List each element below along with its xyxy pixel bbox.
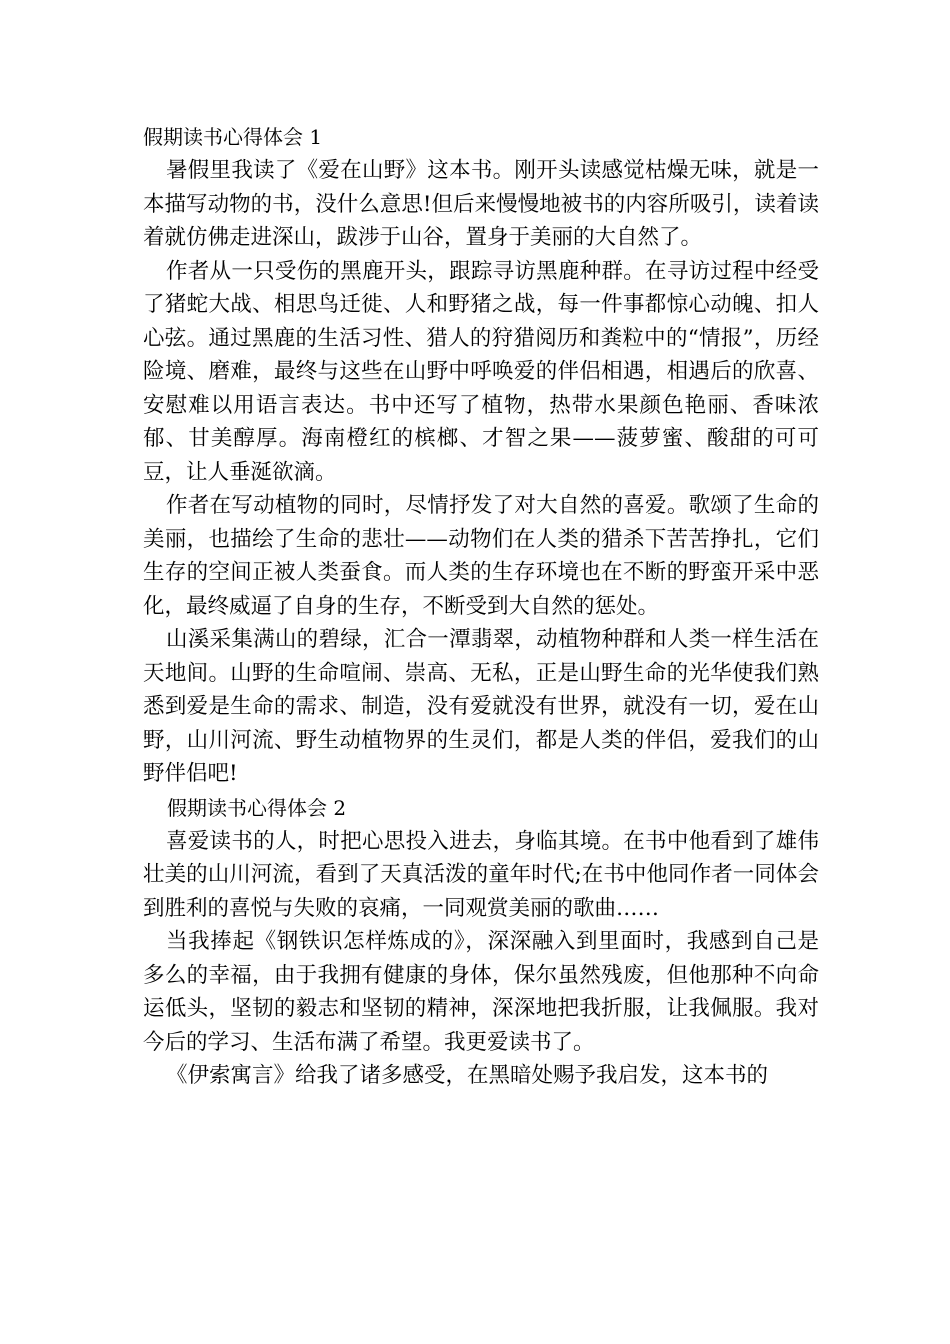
paragraph: 作者在写动植物的同时，尽情抒发了对大自然的喜爱。歌颂了生命的美丽，也描绘了生命的悲壮——动物们在人类的猎杀下苦苦挣扎，它们生存的空间正被人类蚕食。而人类的生存环境也在不断的野蛮开采中恶化，最终威逼了自身的生存，不断受到大自然的惩处。	[143, 493, 819, 619]
section-heading-2: 假期读书心得体会 2	[167, 795, 347, 820]
document-body	[143, 120, 819, 1093]
paragraph: 《伊索寓言》给我了诸多感受，在黑暗处赐予我启发，这本书的	[166, 1063, 769, 1088]
section-heading-1: 假期读书心得体会 1	[143, 125, 323, 149]
paragraph: 喜爱读书的人，时把心思投入进去，身临其境。在书中他看到了雄伟壮美的山川河流，看到了天真活泼的童年时代;在书中他同作者一同体会到胜利的喜悦与失败的哀痛，一同观赏美丽的歌曲……	[143, 828, 819, 921]
paragraph: 山溪采集满山的碧绿，汇合一潭翡翠，动植物种群和人类一样生活在天地间。山野的生命喧闹、崇高、无私，正是山野生命的光华使我们熟悉到爱是生命的需求、制造，没有爱就没有世界，就没有一切，爱在山野，山川河流、野生动植物界的生灵们，都是人类的伴侣，爱我们的山野伴侣吧!	[143, 627, 819, 786]
paragraph: 作者从一只受伤的黑鹿开头，跟踪寻访黑鹿种群。在寻访过程中经受了猪蛇大战、相思鸟迁徙、人和野猪之战，每一件事都惊心动魄、扣人心弦。通过黑鹿的生活习性、猎人的狩猎阅历和粪粒中的“情报”，历经险境、磨难，最终与这些在山野中呼唤爱的伴侣相遇，相遇后的欣喜、安慰难以用语言表达。书中还写了植物，热带水果颜色艳丽、香味浓郁、甘美醇厚。海南橙红的槟榔、才智之果——菠萝蜜、酸甜的可可豆，让人垂涎欲滴。	[143, 258, 819, 485]
paragraph: 当我捧起《钢铁识怎样炼成的》，深深融入到里面时，我感到自己是多么的幸福，由于我拥有健康的身体，保尔虽然残废，但他那种不向命运低头，坚韧的毅志和坚韧的精神，深深地把我折服，让我佩服。我对今后的学习、生活布满了希望。我更爱读书了。	[143, 929, 819, 1055]
paragraph: 暑假里我读了《爱在山野》这本书。刚开头读感觉枯燥无味，就是一本描写动物的书，没什么意思!但后来慢慢地被书的内容所吸引，读着读着就仿佛走进深山，跋涉于山谷，置身于美丽的大自然了。	[143, 158, 819, 250]
